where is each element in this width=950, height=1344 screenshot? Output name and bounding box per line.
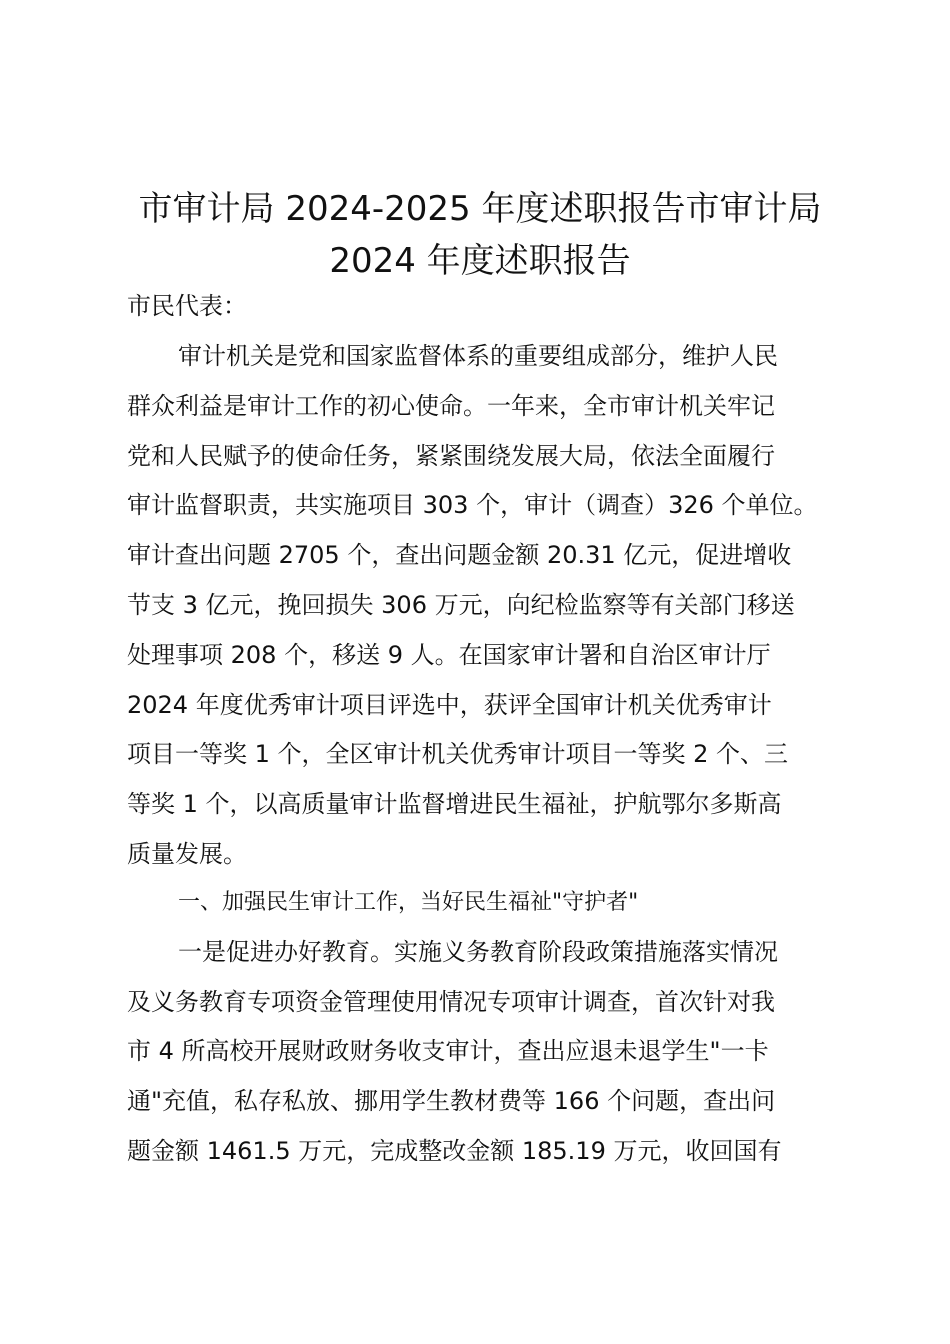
section-heading: 一、加强民生审计工作，当好民生福祉"守护者" (178, 890, 639, 915)
paragraph-2-line: 通"充值，私存私放、挪用学生教材费等 166 个问题，查出问 (127, 1087, 776, 1115)
paragraph-2-line: 题金额 1461.5 万元，完成整改金额 185.19 万元，收回国有 (127, 1137, 782, 1165)
paragraph-2-line: 及义务教育专项资金管理使用情况专项审计调查，首次针对我 (127, 988, 775, 1016)
paragraph-1-line: 质量发展。 (127, 840, 247, 868)
paragraph-1-line: 群众利益是审计工作的初心使命。一年来，全市审计机关牢记 (127, 392, 775, 420)
salutation: 市民代表： (127, 292, 247, 320)
paragraph-1-line: 审计机关是党和国家监督体系的重要组成部分，维护人民 (178, 342, 778, 370)
paragraph-1-line: 党和人民赋予的使命任务，紧紧围绕发展大局，依法全面履行 (127, 442, 775, 470)
document-title (100, 183, 860, 287)
paragraph-1-line: 等奖 1 个，以高质量审计监督增进民生福祉，护航鄂尔多斯高 (127, 790, 782, 818)
title-line-2: 2024 年度述职报告 (329, 241, 631, 281)
paragraph-1-line: 审计查出问题 2705 个，查出问题金额 20.31 亿元，促进增收 (127, 541, 792, 569)
paragraph-1-line: 处理事项 208 个，移送 9 人。在国家审计署和自治区审计厅 (127, 641, 771, 669)
paragraph-1-line: 2024 年度优秀审计项目评选中，获评全国审计机关优秀审计 (127, 691, 772, 719)
paragraph-1-line: 项目一等奖 1 个，全区审计机关优秀审计项目一等奖 2 个、三 (127, 740, 789, 768)
title-line-1: 市审计局 2024-2025 年度述职报告市审计局 (138, 189, 822, 229)
paragraph-2-line: 市 4 所高校开展财政财务收支审计，查出应退未退学生"一卡 (127, 1037, 769, 1065)
paragraph-1-line: 审计监督职责，共实施项目 303 个，审计（调查）326 个单位。 (127, 491, 818, 519)
paragraph-2-line: 一是促进办好教育。实施义务教育阶段政策措施落实情况 (178, 938, 778, 966)
paragraph-1-line: 节支 3 亿元，挽回损失 306 万元，向纪检监察等有关部门移送 (127, 591, 795, 619)
